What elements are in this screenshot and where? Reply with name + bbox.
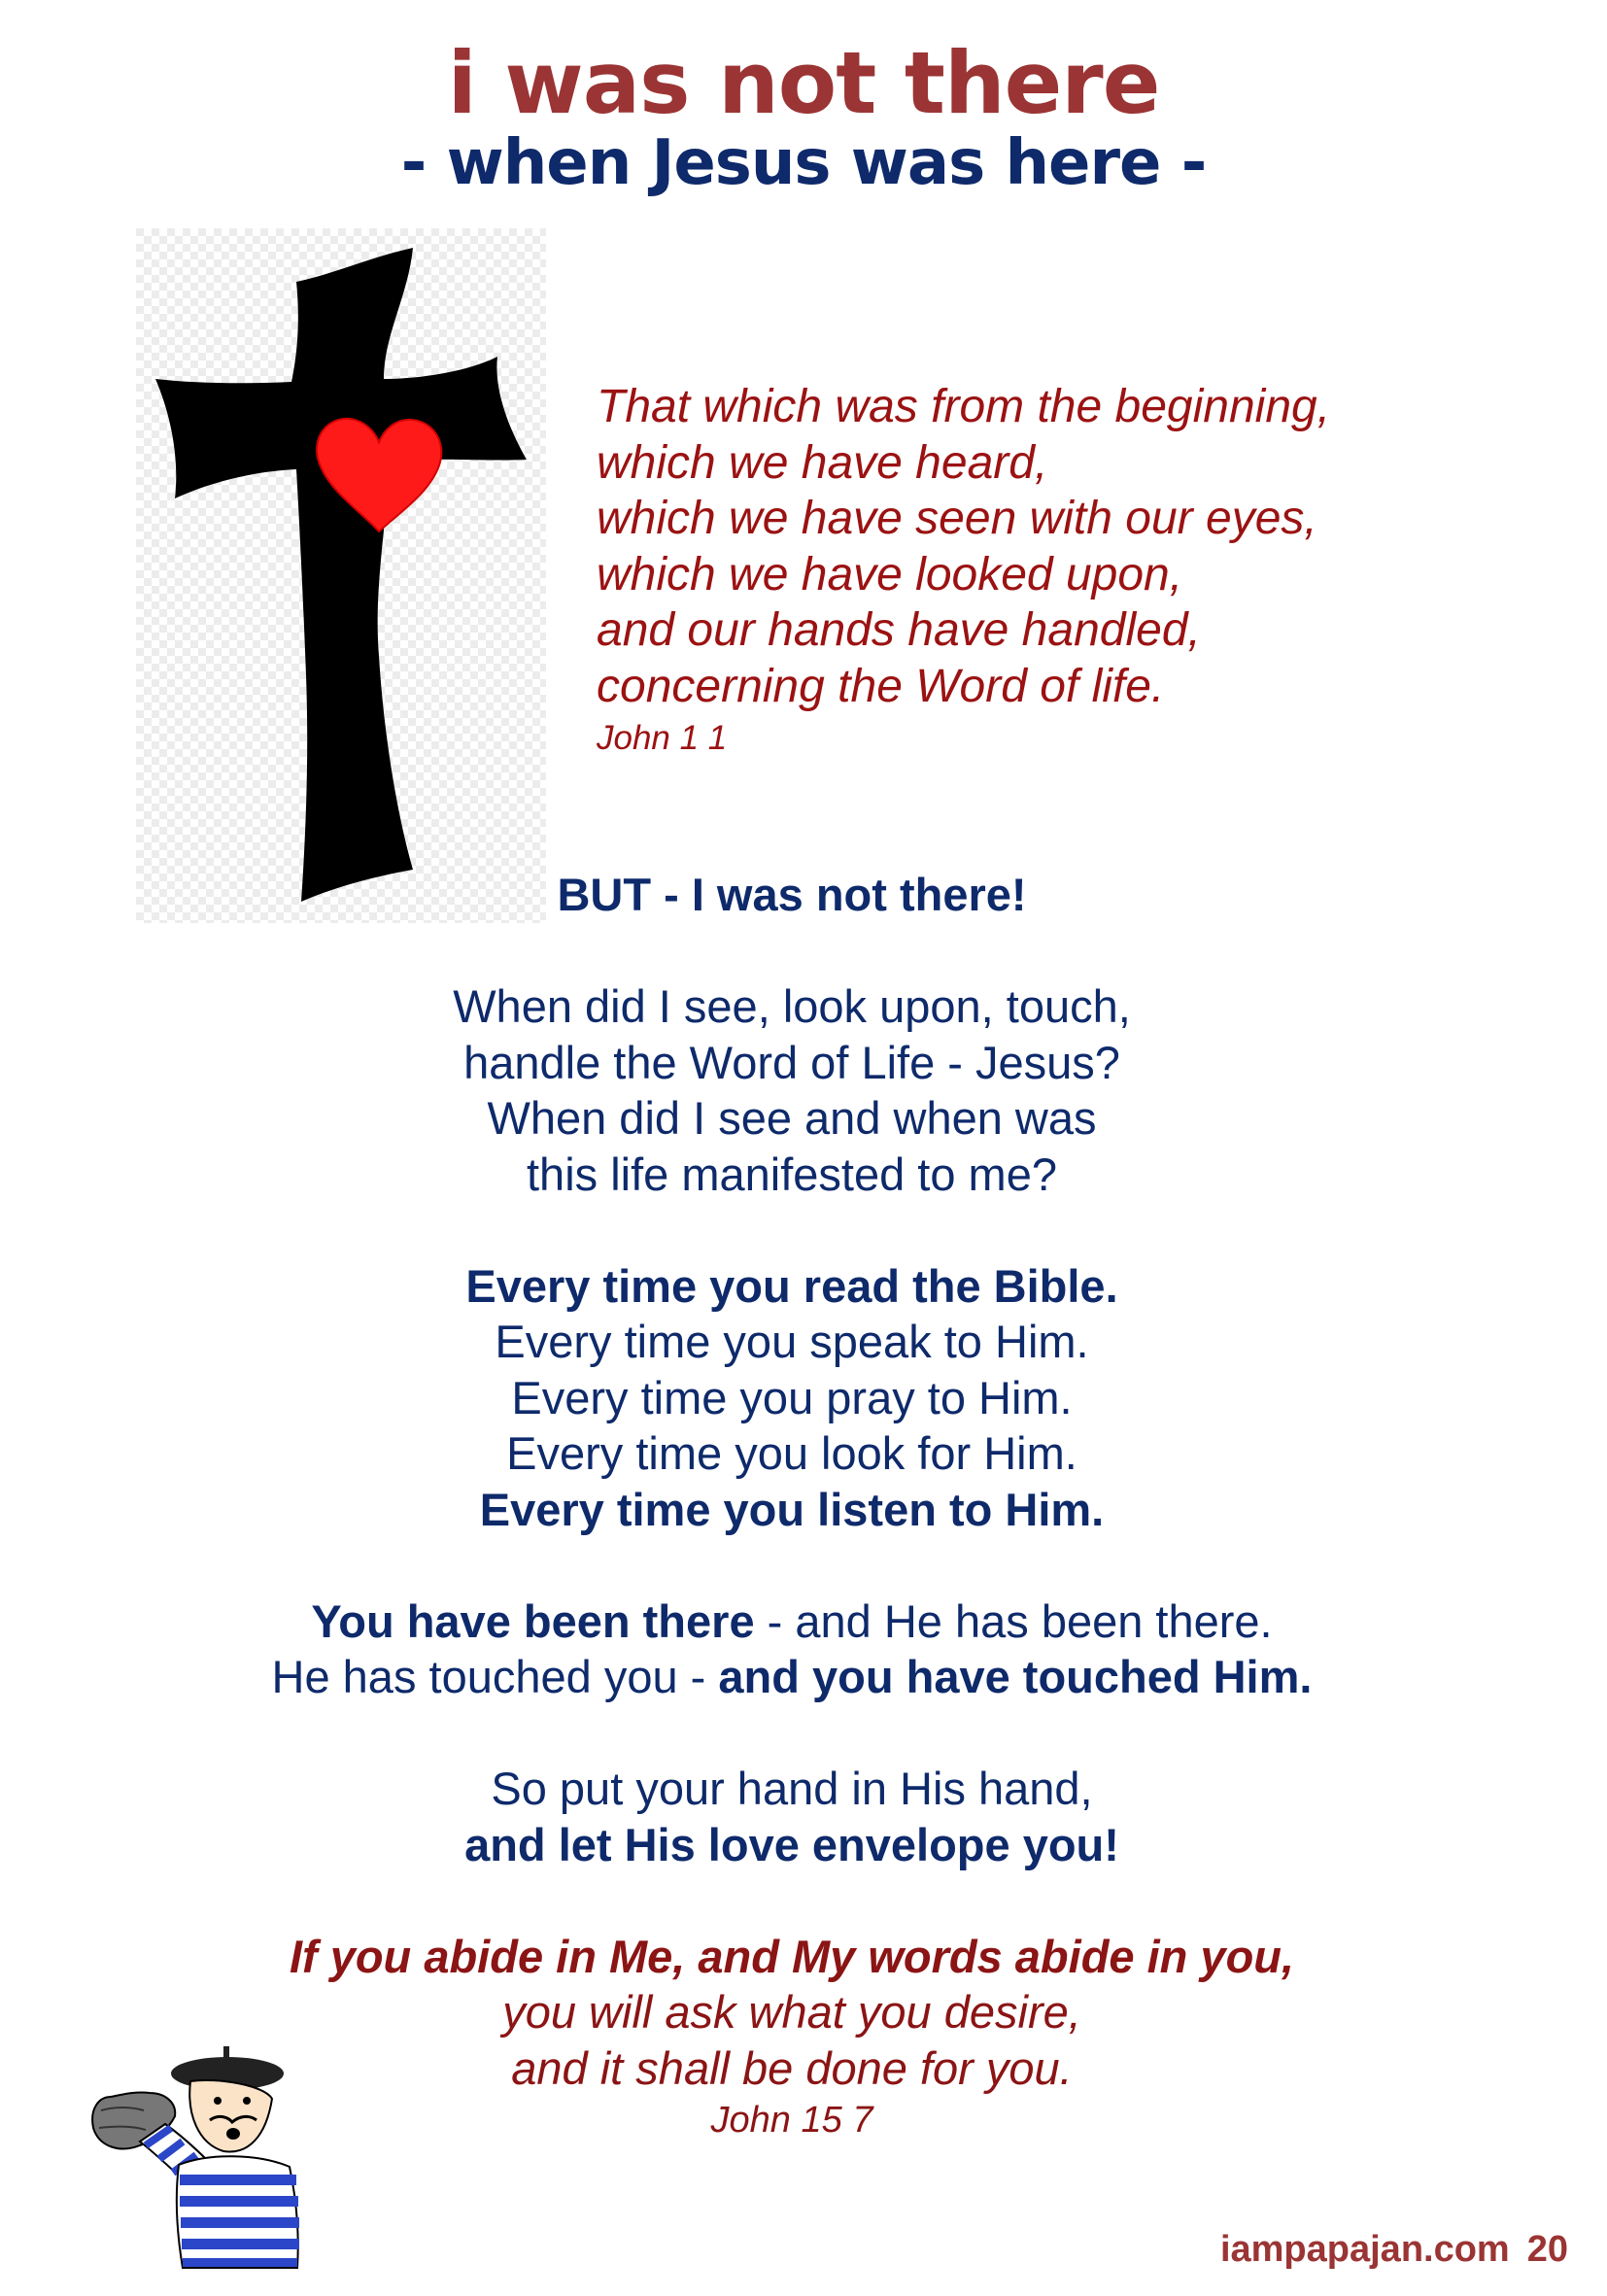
cross-with-heart-icon [136, 228, 546, 923]
question-line: When did I see, look upon, touch, [453, 980, 1131, 1032]
body-heading: BUT - I was not there! [557, 869, 1027, 920]
face [189, 2080, 272, 2152]
verse-line: which we have looked upon, [597, 548, 1183, 600]
been-there-bold: You have been there [311, 1594, 755, 1647]
page-title: i was not there [447, 33, 1160, 133]
every-time-line: Every time you speak to Him. [495, 1316, 1089, 1367]
main-body [117, 867, 1467, 2144]
page-number: 20 [1526, 2229, 1568, 2270]
hand-line-1: So put your hand in His hand, [491, 1763, 1093, 1814]
question-line: When did I see and when was [487, 1092, 1097, 1144]
every-time-line: Every time you read the Bible. [465, 1259, 1118, 1312]
been-there-rest: - and He has been there. [754, 1594, 1273, 1647]
question-line: handle the Word of Life - Jesus? [463, 1036, 1120, 1088]
page-footer [1220, 2228, 1568, 2271]
mime-character-icon [82, 2039, 334, 2272]
verse-line: which we have heard, [597, 436, 1048, 489]
been-there-line-1 [117, 1593, 1467, 1650]
verse-reference: John 1 1 [597, 719, 728, 757]
striped-shirt [177, 2156, 298, 2268]
closing-verse-reference: John 15 7 [710, 2100, 873, 2141]
verse-line: which we have seen with our eyes, [597, 493, 1317, 544]
verse-line: That which was from the beginning, [597, 381, 1331, 432]
closing-verse-line-2: you will ask what you desire, [502, 1986, 1081, 2038]
every-time-line: Every time you listen to Him. [479, 1483, 1105, 1535]
every-time-line: Every time you look for Him. [506, 1427, 1077, 1479]
every-time-line: Every time you pray to Him. [511, 1371, 1073, 1423]
touched-bold: and you have touched Him. [718, 1651, 1313, 1702]
footer-site: iampapajan.com [1219, 2229, 1510, 2270]
closing-verse-line-3: and it shall be done for you. [511, 2041, 1073, 2094]
touched-start: He has touched you - [271, 1651, 719, 1702]
hand-line-2: and let His love envelope you! [464, 1818, 1119, 1870]
question-line: this life manifested to me? [527, 1148, 1057, 1200]
verse-line: concerning the Word of life. [597, 660, 1165, 712]
opening-verse [597, 379, 1432, 761]
verse-line: and our hands have handled, [597, 604, 1201, 656]
page-subtitle: - when Jesus was here - [400, 127, 1207, 199]
closing-verse-line-1: If you abide in Me, and My words abide in you, [289, 1930, 1295, 1982]
been-there-line-2 [117, 1649, 1467, 1705]
